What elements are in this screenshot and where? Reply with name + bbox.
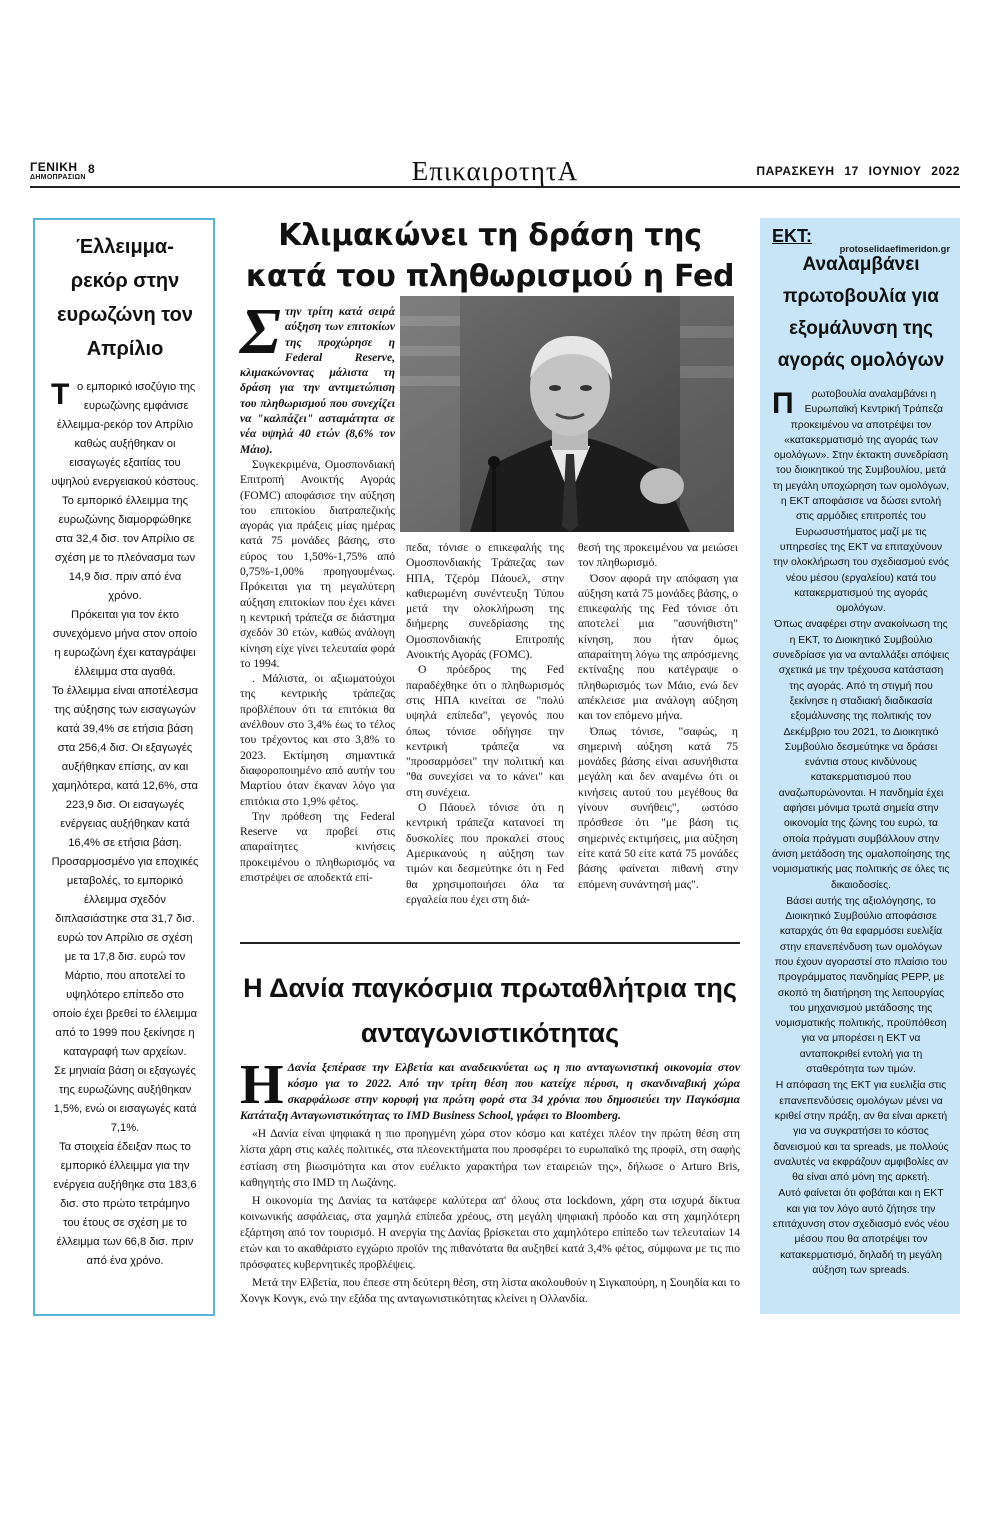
right-article-text: ρωτοβουλία αναλαμβάνει η Ευρωπαϊκή Κεντρική Τράπεζα προκειμένου να αποτρέψει τον «κατακερματισμό της αγοράς των ομολόγων». Στην έκτακτη συνεδρίαση του διοικητικού της Συμβουλίου, μετά τη μεγάλη υποχώρηση των ομολόγων, η ΕΚΤ αποφάσισε να δώσει εντολή στις αρμόδιες επιτροπές του Ευρωσυστήματος μαζί με τις υπηρεσίες της ΕΚΤ να επιταχύνουν την ολοκλήρωση του σχεδιασμού ενός νέου μέσου (εργαλείου) κατά του κατακερματισμού της αγοράς ομολόγων. [772,389,950,615]
fed-article-paragraph: θεσή της προκειμένου να μειώσει τον πληθωρισμό. [578,541,738,570]
denmark-article-paragraph: Η οικονομία της Δανίας τα κατάφερε καλύτερα απ' όλους στα lockdown, χάρη στα ισχυρά δίκτυα κοινωνικής ασφάλειας, στα χαμηλά επίπεδα χρέους, στη μεγάλη ψηφιακή πρόοδο και στη χαμηλότερη εξάρτηση από τον τουρισμό. Η ανεργία της Δανίας βρίσκεται στο χαμηλότερο επίπεδο των τελευταίων 14 ετών και το ακαθάριστο εγχώριο προϊόν της πιθανότατα θα αυξηθεί κατά 3,4% φέτος, σύμφωνα με τις πιο πρόσφατες κυβερνητικές προβλέψεις. [240,1193,740,1272]
issue-date [756,164,960,178]
left-article-paragraph: Το εμπορικό έλλειμμα της ευρωζώνης διαμορφώθηκε στα 32,4 δισ. τον Απρίλιο σε σχέση με το πλεόνασμα των 14,9 δισ. πριν από ένα χρόνο. [54,495,196,602]
fed-article-paragraph: Ο πρόεδρος της Fed παραδέχθηκε ότι ο πληθωρισμός στις ΗΠΑ κινείται σε "πολύ υψηλά επίπεδα", γεγονός που όπως τόνισε οδήγησε την κεντρική τράπεζα να "προσαρμόσει" την πολιτική και "θα συνεχίσει να το κάνει" και στη συνέχεια. [406,663,564,799]
denmark-article-title: Η Δανία παγκόσμια πρωταθλήτρια της ανταγωνιστικότητας [243,973,737,1048]
denmark-article-body [240,1054,740,1309]
fed-article-title: Κλιμακώνει τη δράση της κατά του πληθωρισμού η Fed [245,218,735,294]
site-watermark[interactable]: protoselidaefimeridon.gr [839,243,950,254]
right-article-paragraph: Αυτό φαίνεται ότι φοβάται και η ΕΚΤ και για τον λόγο αυτό ζήτησε την επιτάχυνση στον σχεδιασμό ενός νέου μέσου που θα αποτρέψει τον κατακερματισμό, δηλαδή τη μεγάλη αύξηση των spreads. [772,1188,950,1276]
left-article-paragraph: Σε μηνιαία βάση οι εξαγωγές της ευρωζώνης αυξήθηκαν 1,5%, ενώ οι εισαγωγές κατά 7,1%. [53,1065,197,1134]
right-article-paragraph [772,387,950,616]
fed-article-paragraph: πεδα, τόνισε ο επικεφαλής της Ομοσπονδιακής Τράπεζας των ΗΠΑ, Τζερόμ Πάουελ, στην καθιερωμένη συνέντευξη Τύπου μετά την ολοκλήρωση της διήμερης συνεδρίασης της Ομοσπονδιακής Επιτροπής Ανοικτής Αγοράς (FOMC). [406,541,564,662]
right-article-paragraph: Βάσει αυτής της αξιολόγησης, το Διοικητικό Συμβούλιο αποφάσισε καταρχάς ότι θα εφαρμόσει ευελιξία στην επανεπένδυση των ομολόγων που έχουν αγοραστεί στο πλαίσιο του προγράμματος πανδημίας PEPP, με σκοπό τη διατήρηση της λειτουργίας του μηχανισμού μετάδοσης της νομισματικής πολιτικής, προϋπόθεση για να μπορέσει η ΕΚΤ να ανταποκριθεί εντολή για τη σταθερότητα των τιμών. [774,895,948,1076]
denmark-article-lead [240,1054,740,1124]
fed-article-dropcap: Σ [240,295,281,368]
fed-article-paragraph: Ο Πάουελ τόνισε ότι η κεντρική τράπεζα κατανοεί τη δυσκολίες που προκαλεί στους Αμερικανούς η αύξηση των τιμών και δεσμεύτηκε ότι η Fed θα χρησιμοποιήσει όλα τα εργαλεία που έχει στη διά- [406,801,564,906]
issue-year: 2022 [931,164,960,178]
fed-article-column-2 [406,540,564,907]
fed-article-column-1 [240,295,395,885]
left-article-paragraph: Το έλλειμμα είναι αποτέλεσμα της αύξησης των εισαγωγών κατά 39,4% σε ετήσια βάση στα 256,4 δισ. Οι εξαγωγές αυξήθηκαν επίσης, αν και χαμηλότερα, κατά 12,6%, στα 223,9 δισ. Οι εισαγωγές ενέργειας αυξήθηκαν κατά 16,4% σε ετήσια βάση. [51,685,199,849]
fed-article-lead [240,295,395,457]
left-article-paragraph [51,378,199,492]
fed-chair-photo [400,296,734,532]
right-article-body [772,387,950,1278]
denmark-article-lead-text: Δανία ξεπέρασε την Ελβετία και αναδεικνύεται ως η πιο ανταγωνιστική οικονομία στον κόσμο για το 2022. Από την τρίτη θέση που κατείχε πέρυσι, η σκανδιναβική χώρα σκαρφάλωσε στην κορυφή για πρώτη φορά στα 34 χρόνια που δημοσιεύει την Παγκόσμια Κατάταξη Ανταγωνιστικότητας το IMD Business School, γράφει το Bloomberg. [240,1061,740,1123]
right-article-title: Αναλαμβάνει πρωτοβουλία για εξομάλυνση της αγοράς ομολόγων [777,254,945,371]
denmark-article-paragraph: Μετά την Ελβετία, που έπεσε στη δεύτερη θέση, στη λίστα ακολουθούν η Σιγκαπούρη, η Σουηδία και το Χονγκ Κονγκ, ενώ την εξάδα της ανταγωνιστικότητας κλείνει η Ολλανδία. [240,1276,740,1306]
page-number: 8 [88,162,95,176]
fed-article-paragraph: Συγκεκριμένα, Ομοσπονδιακή Επιτροπή Ανοικτής Αγοράς (FOMC) αποφάσισε την αύξηση του επιτοκίου διατραπεζικής αγοράς για πράξεις μίας ημέρας κατά 75 μονάδες βάσης, στο εύρος του 1,50%-1,75% από 0,75%-1,00% προηγουμένως. Πρόκειται για τη μεγαλύτερη αύξηση επιτοκίων που έχει κάνει η κεντρική τράπεζα σε διάστημα σχεδόν 30 ετών, καθώς ανάλογη κίνηση είχε γίνει τελευταία φορά το 1994. [240,457,395,670]
article-divider [240,942,740,944]
fed-article-paragraph: . Μάλιστα, οι αξιωματούχοι της κεντρικής τράπεζας προβλέπουν ότι τα επιτόκια θα ανέλθουν στο 3,4% έως το τέλος του τρέχοντος και στο 3,8% το 2023. Εκτίμηση σημαντικά διαφοροποιημένο από αυτήν του Μαρτίου όταν έκαναν λόγο για επιτόκια στο 1,9% φέτος. [240,672,395,808]
left-article-body [51,378,199,1271]
fed-article-column-3 [578,540,738,892]
left-article-title: Έλλειμμα-ρεκόρ στην ευρωζώνη τον Απρίλιο [57,236,193,360]
fed-article-paragraph: Όσον αφορά την απόφαση για αύξηση κατά 75 μονάδες βάσης, ο επικεφαλής της Fed τόνισε ότι αποτελεί μια "ασυνήθιστη" κίνηση, που ήταν όμως απαραίτητη λόγω της απρόσμενης εκτίναξης που κατέγραψε ο πληθωρισμός των Μάιο, ενώ δεν απέκλεισε μια ανάλογη αύξηση και τον επόμενο μήνα. [578,571,738,723]
fed-article-lead-text: την τρίτη κατά σειρά αύξηση των επιτοκίων της προχώρησε η Federal Reserve, κλιμακώνοντας μάλιστα τη δράση για την αντιμετώπιση του πληθωρισμού που συνεχίζει να "καλπάζει" ασταμάτητα σε νέα υψηλά 40 ετών (8,6% τον Μάιο). [240,305,395,456]
issue-day: ΠΑΡΑΣΚΕΥΗ [756,164,835,178]
denmark-article-paragraph: «Η Δανία είναι ψηφιακά η πιο προηγμένη χώρα στον κόσμο και κατέχει πλέον την πρώτη θέση στη λίστα χάρη στις καλές πολιτικές, στα πλεονεκτήματα που προσφέρει το ευρωπαϊκό της προφίλ, στη σαφής εστίαση στη βιωσιμότητα και στον ευέλικτο χαρακτήρα των εταιρειών της», δήλωσε ο Arturo Bris, καθηγητής στο IMD τη Λωζάνης. [240,1127,740,1189]
left-article-paragraph: Πρόκειται για τον έκτο συνεχόμενο μήνα στον οποίο η ευρωζώνη έχει καταγράψει έλλειμμα στα αγαθά. [52,609,198,678]
paper-name-main: ΓΕΝΙΚΗ [30,160,78,174]
right-article-paragraph: Όπως αναφέρει στην ανακοίνωση της η ΕΚΤ, το Διοικητικό Συμβούλιο συνεδρίασε για να ανταλλάξει απόψεις σχετικά με την τρέχουσα κατάσταση της αγοράς. Από τη στιγμή που ξεκίνησε η σταδιακή διαδικασία εξομάλυνσης της πολιτικής τον Δεκέμβριο του 2021, το Διοικητικό Συμβούλιο δεσμεύτηκε να δράσει ενάντια στους κινδύνους κατακερματισμού που αναζωπυρώνονται. Η πανδημία έχει αφήσει μόνιμα τρωτά σημεία στην οικονομία της ζώνης του ευρώ, τα οποία πράγματι συμβάλλουν στην άνιση μετάδοση της ομαλοποίησης της νομισματικής μας πολιτικής σε όλες τις δικαιοδοσίες. [772,619,950,891]
left-article-text: ο εμπορικό ισοζύγιο της ευρωζώνης εμφάνισε έλλειμμα-ρεκόρ τον Απρίλιο καθώς αυξήθηκαν οι εισαγωγές εξαιτίας του υψηλού ενεργειακού κόστους. [51,381,199,488]
right-article-paragraph: Η απόφαση της ΕΚΤ για ευελιξία στις επανεπενδύσεις ομολόγων μένει να κριθεί στην πράξη, αν θα είναι αρκετή για να συγκρατήσει το κόστος δανεισμού και τα spreads, με πολλούς αναλυτές να εκφράζουν αμφιβολίες αν θα είναι από μόνη της αρκετή. [773,1080,949,1184]
right-article-kicker: ΕΚΤ: [772,226,813,246]
denmark-article-dropcap: Η [240,1054,284,1116]
left-article-paragraph: Προσαρμοσμένο για εποχικές μεταβολές, το εμπορικό έλλειμμα σχεδόν διπλασιάστηκε στα 31,7 δισ. ευρώ τον Απρίλιο σε σχέση με τα 17,8 δισ. ευρώ τον Μάρτιο, που αποτελεί το υψηλότερο επίπεδο στο οποίο έχει βρεθεί το έλλειμμα από το 1999 που ξεκίνησε η καταγραφή των αρχείων. [51,856,199,1058]
left-article-dropcap: Τ [51,378,70,411]
paper-name-sub: ΔΗΜΟΠΡΑΣΙΩΝ [30,174,86,181]
right-article-dropcap: Π [772,387,794,420]
right-article [760,218,960,1314]
masthead [30,156,960,188]
speaker-photo-illustration [400,296,734,532]
issue-date-text: 17 ΙΟΥΝΙΟΥ [844,164,922,178]
left-article-paragraph: Τα στοιχεία έδειξαν πως το εμπορικό έλλειμμα για την ενέργεια αυξήθηκε στα 183,6 δισ. στο πρώτο τετράμηνο του έτους σε σχέση με το έλλειμμα των 66,8 δισ. πριν από ένα χρόνο. [53,1141,197,1267]
section-title: ΕπικαιροτητΑ [411,156,579,186]
fed-article-paragraph: Όπως τόνισε, "σαφώς, η σημερινή αύξηση κατά 75 μονάδες βάσης είναι ασυνήθιστα μεγάλη και δεν αναμένω ότι οι κινήσεις αυτού του μεγέθους θα γίνουν συνήθεις", ωστόσο πρόσθεσε ότι "με βάση τις σημερινές εκτιμήσεις, μια αύξηση είτε κατά 50 είτε κατά 75 μονάδες βάσης φαίνεται πιθανή στην επόμενη συνάντησή μας". [578,724,738,891]
fed-article-paragraph: Την πρόθεση της Federal Reserve να προβεί στις απαραίτητες κινήσεις προκειμένου ο πληθωρισμός να επιστρέψει σε αποδεκτά επί- [240,809,395,884]
left-article [33,218,215,1316]
